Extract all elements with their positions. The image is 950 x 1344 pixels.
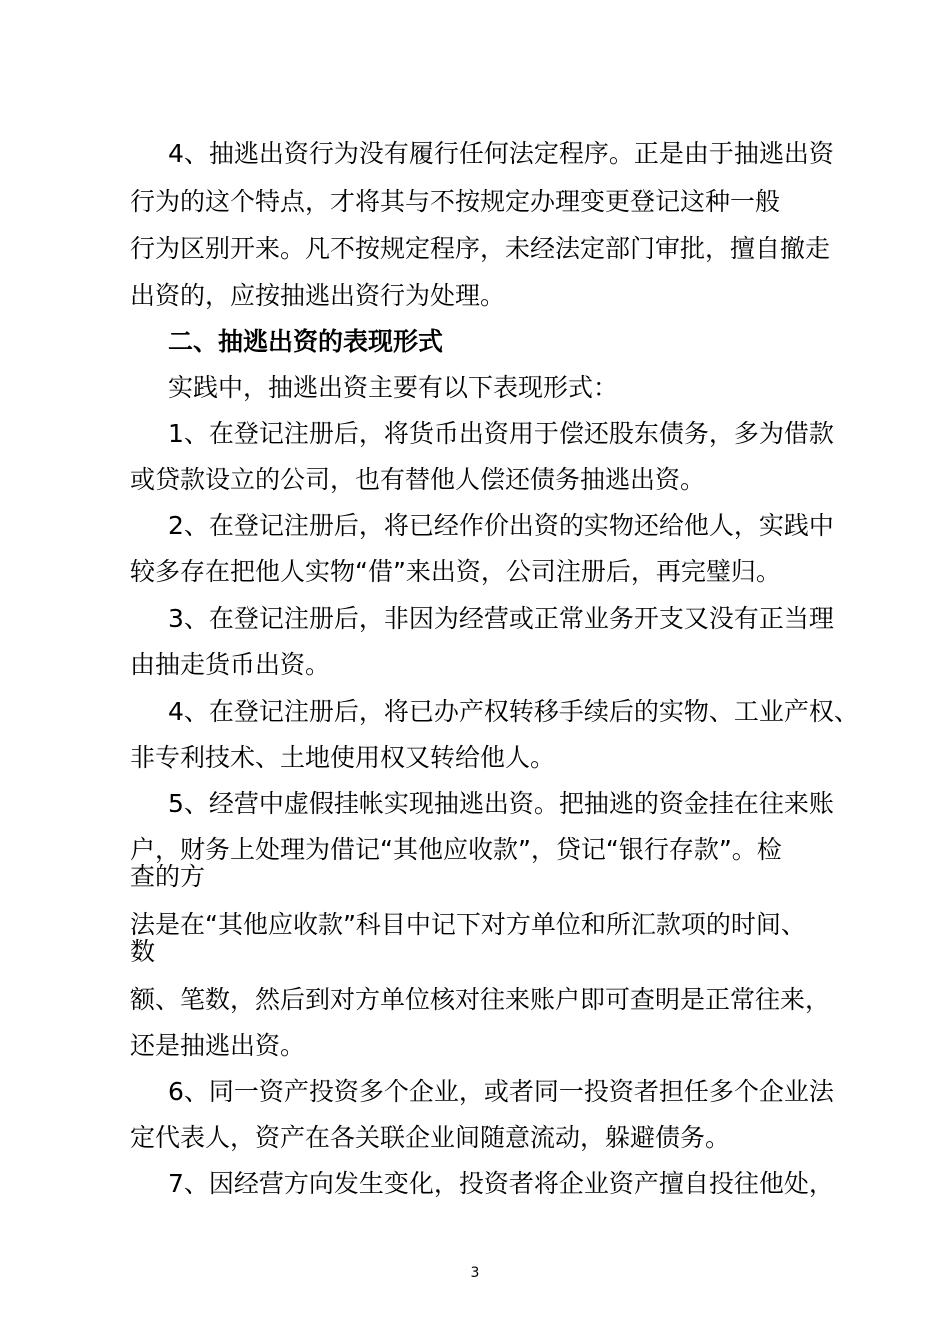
list-item-line: 7、因经营方向发生变化，投资者将企业资产擅自投往他处， [168, 1169, 834, 1198]
list-item-line: 5、经营中虚假挂帐实现抽逃出资。把抽逃的资金挂在往来账 [168, 789, 834, 818]
paragraph-line: 出资的，应按抽逃出资行为处理。 [130, 281, 506, 310]
paragraph-line: 4、抽逃出资行为没有履行任何法定程序。正是由于抽逃出资 [168, 139, 834, 168]
paragraph-line: 实践中，抽逃出资主要有以下表现形式： [168, 373, 619, 402]
list-item-line: 较多存在把他人实物“借”来出资，公司注册后，再完璧归。 [130, 557, 781, 586]
list-item-line: 还是抽逃出资。 [130, 1031, 306, 1060]
list-item-line: 数 [130, 937, 156, 966]
list-item-line: 查的方 [130, 862, 206, 891]
list-item-line: 3、在登记注册后，非因为经营或正常业务开支又没有正当理 [168, 604, 834, 633]
list-item-line: 1、在登记注册后，将货币出资用于偿还股东债务，多为借款 [168, 419, 834, 448]
page-number: 3 [470, 1265, 480, 1281]
section-heading: 二、抽逃出资的表现形式 [168, 327, 444, 356]
list-item-line: 6、同一资产投资多个企业，或者同一投资者担任多个企业法 [168, 1077, 834, 1106]
list-item-line: 4、在登记注册后，将已办产权转移手续后的实物、工业产权、 [168, 697, 859, 726]
list-item-line: 法是在“其他应收款”科目中记下对方单位和所汇款项的时间、 [130, 910, 806, 939]
list-item-line: 额、笔数，然后到对方单位核对往来账户即可查明是正常往来， [130, 985, 831, 1014]
list-item-line: 或贷款设立的公司，也有替他人偿还债务抽逃出资。 [130, 465, 706, 494]
list-item-line: 非专利技术、土地使用权又转给他人。 [130, 743, 556, 772]
list-item-line: 由抽走货币出资。 [130, 650, 331, 679]
paragraph-line: 行为的这个特点，才将其与不按规定办理变更登记这种一般 [130, 187, 781, 216]
list-item-line: 定代表人，资产在各关联企业间随意流动，躲避债务。 [130, 1123, 731, 1152]
list-item-line: 户，财务上处理为借记“其他应收款”，贷记“银行存款”。检 [130, 835, 782, 864]
list-item-line: 2、在登记注册后，将已经作价出资的实物还给他人，实践中 [168, 511, 834, 540]
paragraph-line: 行为区别开来。凡不按规定程序，未经法定部门审批，擅自撤走 [130, 234, 831, 263]
